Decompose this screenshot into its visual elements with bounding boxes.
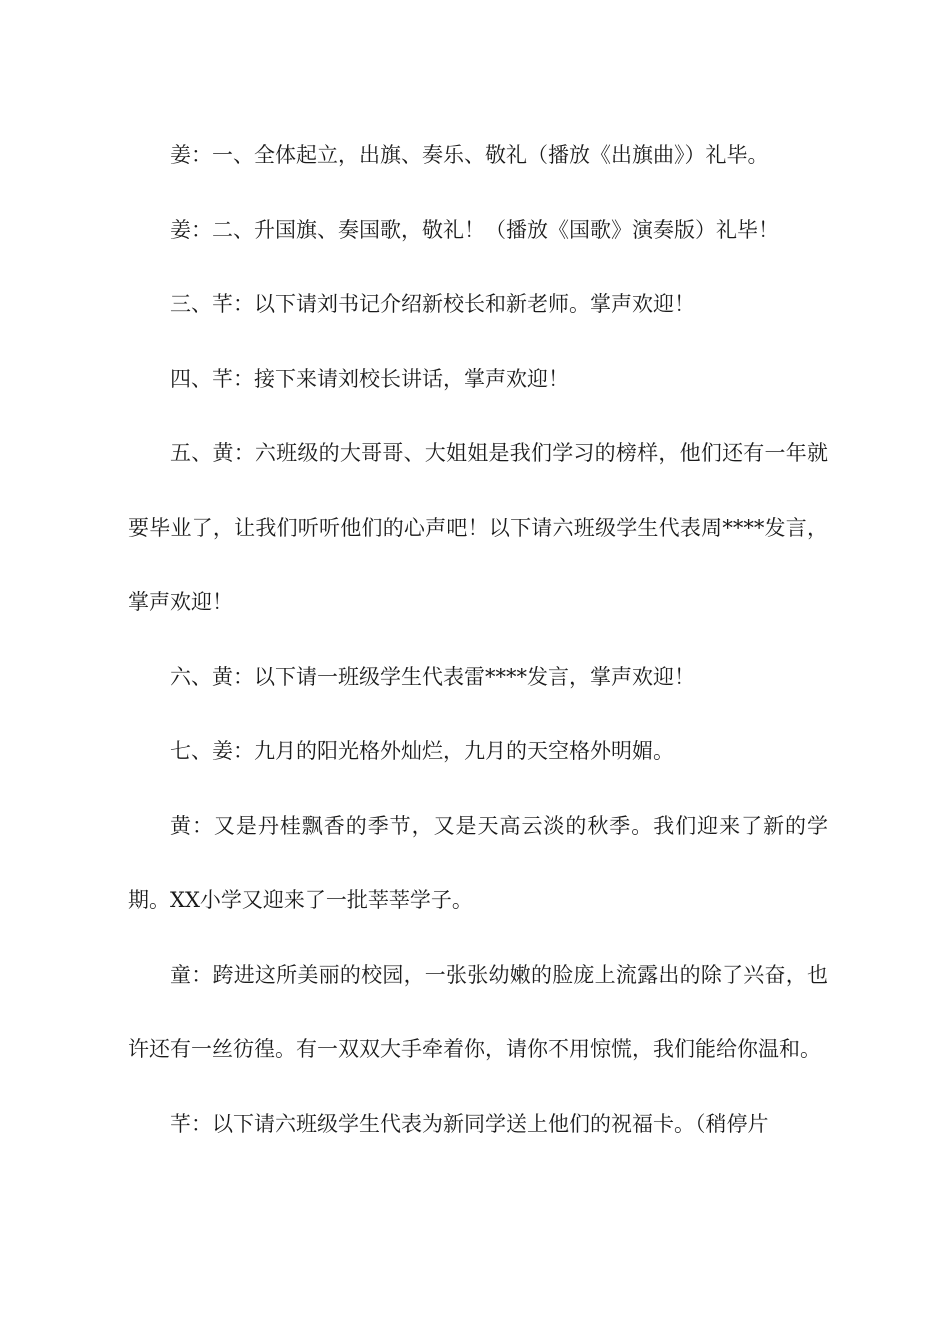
paragraph-6: 六、黄：以下请一班级学生代表雷****发言，掌声欢迎！ [170,664,695,689]
paragraph-2: 姜：二、升国旗、奏国歌，敬礼！（播放《国歌》演奏版）礼毕！ [170,217,779,242]
paragraph-8: 黄：又是丹桂飘香的季节，又是天高云淡的秋季。我们迎来了新的学期。XX小学又迎来了一批莘莘学子。 [128,813,828,912]
paragraph-5: 五、黄：六班级的大哥哥、大姐姐是我们学习的榜样，他们还有一年就要毕业了，让我们听听他们的心声吧！以下请六班级学生代表周****发言，掌声欢迎！ [128,441,828,614]
paragraph-1: 姜：一、全体起立，出旗、奏乐、敬礼（播放《出旗曲》）礼毕。 [170,143,769,167]
paragraph-10: 芊：以下请六班级学生代表为新同学送上他们的祝福卡。（稍停片 [170,1111,769,1136]
paragraph-9: 童：跨进这所美丽的校园，一张张幼嫩的脸庞上流露出的除了兴奋，也许还有一丝彷徨。有一双双大手牵着你，请你不用惊慌，我们能给你温和。 [128,962,828,1061]
paragraph-4: 四、芊：接下来请刘校长讲话，掌声欢迎！ [170,366,569,391]
document-body [128,118,828,1161]
paragraph-7: 七、姜：九月的阳光格外灿烂，九月的天空格外明媚。 [170,739,674,763]
paragraph-3: 三、芊：以下请刘书记介绍新校长和新老师。掌声欢迎！ [170,292,695,316]
